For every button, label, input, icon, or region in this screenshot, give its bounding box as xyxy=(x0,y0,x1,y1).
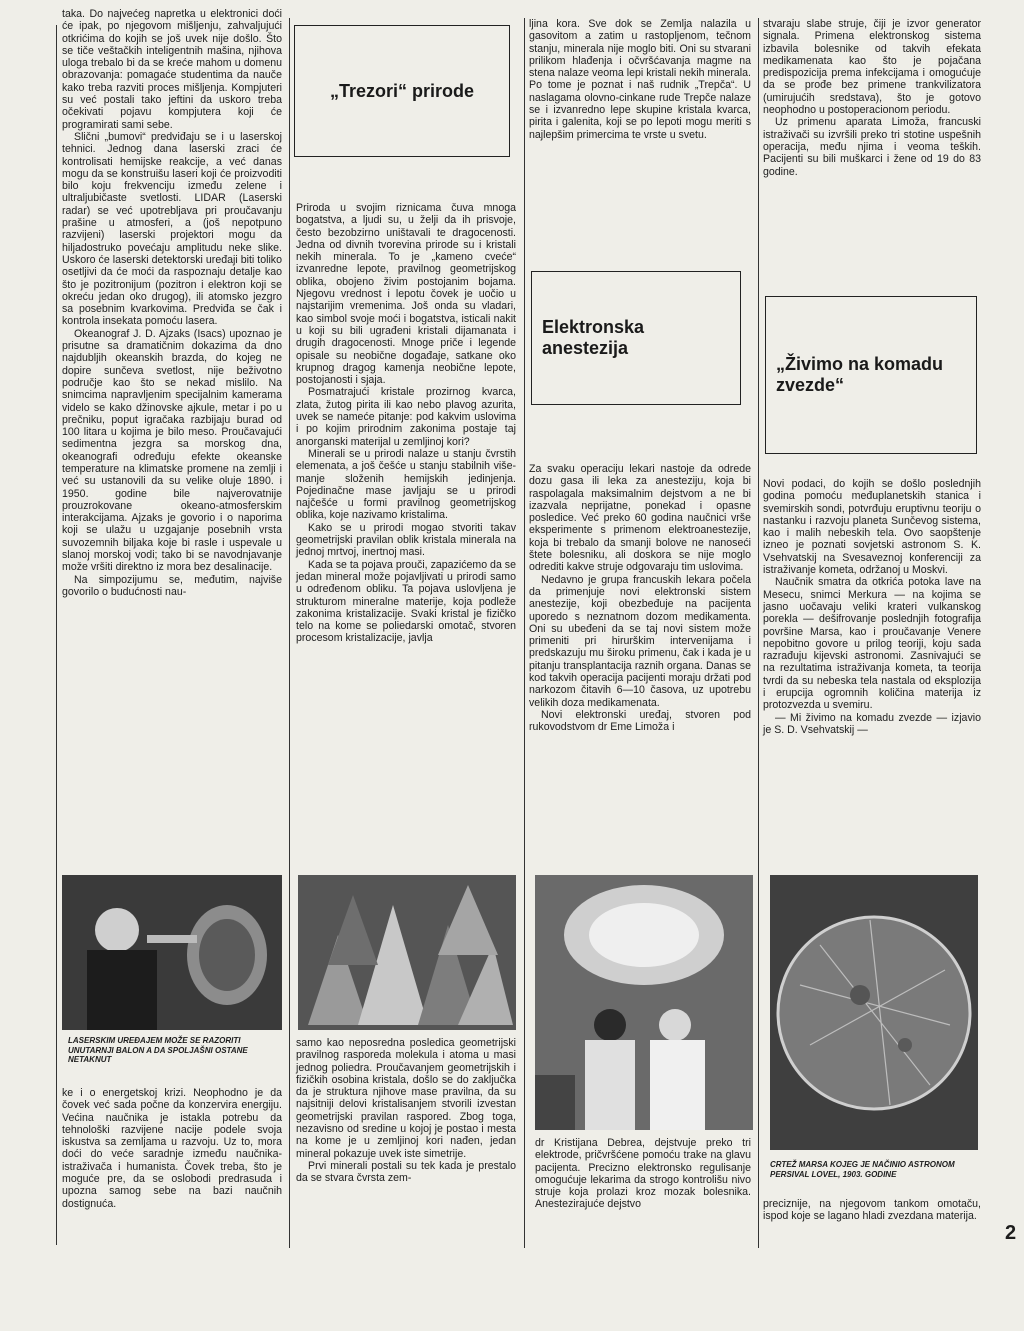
paragraph: dr Kristijana Debrea, dejstvuje preko tri elektrode, pričvršćene pomoću trake na glavu pacijenta. Precizno elektronsko regulisanje omogućuje lekarima da strogo kontrolišu nivo struje koja prolazi kroz mozak bolesnika. Anestezirajuće dejstvo xyxy=(535,1137,751,1211)
paragraph: Posmatrajući kristale prozirnog kvarca, zlata, žutog pirita ili kao nebo plavog azurita, uvek se nameće pitanje: pod kakvim uslovima i po kojim prirodnim zakonima postaje taj anorganski materijal u zemljinoj kori? xyxy=(296,386,516,448)
mars-drawing-image xyxy=(770,875,978,1150)
paragraph: preciznije, na njegovom tankom omotaču, ispod koje se lagano hladi zvezdana materija. xyxy=(763,1198,981,1223)
column-1b-text xyxy=(62,1087,282,1210)
headline-anestezija: Elektronska anestezija xyxy=(542,317,645,358)
paragraph: stvaraju slabe struje, čiji je izvor generator signala. Primena elektronskog sistema izbavila bolesnike od takvih efekata medikamenata kao što je pojačana predispozicija prema infekcijama i omogućuje da se prođe bez primene trankvilizatora (umirujućih sredstava), što je gotovo neophodno u postoperacionom periodu. xyxy=(763,18,981,117)
headline-zvezda: „Živimo na komadu zvezde“ xyxy=(776,354,944,395)
page-number: 2 xyxy=(1005,1222,1017,1244)
column-rule xyxy=(758,18,759,1248)
headline-box-anestezija xyxy=(531,271,741,405)
paragraph: Nedavno je grupa francuskih lekara počela da primenjuje novi elektronski sistem anestezije, koji obezbeđuje na pacijenta uporedo s neznatnom dozom medikamenta. Oni su ubeđeni da se taj novi sistem može primeniti pri hirurškim intervenijama i predskazuju mu široku primenu, čak i kada je u pitanju transplantacija raznih organa. Danas se kod takvih operacija pacijenti moraju držati pod narkozom čitavih 6—10 časova, uz upotrebu velikih doza medikamenata. xyxy=(529,573,751,709)
column-2-text xyxy=(296,202,516,645)
photo-caption-2: CRTEŽ MARSA KOJEG JE NAČINIO ASTRONOM PERSIVAL LOVEL, 1903. GODINE xyxy=(770,1160,955,1179)
left-edge-rule xyxy=(56,25,57,1245)
paragraph: Novi podaci, do kojih se došlo poslednjih godina pomoću međuplanetskih stanica i svemirskih sondi, potvrđuju eruptivnu teoriju o nastanku i razvoju planeta Sunčevog sistema, kao i malih nebeskih tela. Ovo saopštenje izneo je poznati sovjetski astronom S. K. Vsehvatskij na Svesaveznoj konferenciji za istraživanje kometa, održanoj u Moskvi. xyxy=(763,478,981,577)
paragraph: Priroda u svojim riznicama čuva mnoga bogatstva, a ljudi su, u želji da ih prisvoje, često bezobzirno uništavali te dragocenosti. Jedna od divnih tvorevina prirode su i kristali nekih minerala. To je „kameno cveće“ izvanredne lepote, pravilnog geometrijskog oblika, obojeno živim postojanim bojama. Njegovu vrednost i lepotu čovek je uočio u najstarijim vremenima. Još onda su vladari, kao simbol svoje moći i bogatstva, isticali nakit u koji su bili ugrađeni kristali dijamanata i drugih dragocenosti. Mnoge priče i legende opisale su neobične događaje, satkane oko krupnog dragog kamenja neobične lepote, postojanosti i sjaja. xyxy=(296,202,516,387)
column-4c-text xyxy=(763,1198,981,1223)
paragraph: Uz primenu aparata Limoža, francuski istraživači su izvršili preko tri stotine uspešnih operacija, među njima i veoma teških. Pacijenti su bili muškarci i žene od 19 do 83 godine. xyxy=(763,116,981,178)
paragraph: Kada se ta pojava prouči, zapazićemo da se jedan mineral može pojavljivati u prirodi samo u određenom obliku. Ta pojava uslovljena je strukturom mineralne materije, koja podleže zakonima kristalizacije. Svaki kristal je fizičko telo na kome se poliedarski omotač, stvoren procesom kristalizacije, javlja xyxy=(296,558,516,645)
column-2b-text xyxy=(296,1037,516,1185)
paragraph: taka. Do najvećeg napretka u elektronici doći će ipak, po njegovom mišljenju, zahvaljujući otkrićima do kojih se još uvek nije došlo. Što se tiče veštačkih inteligentnih mašina, njihova uloga trebalo bi da se kreće mahom u domenu obrazovanja: pomagaće studentima da nauče kako treba razviti proces mišljenja. Kompjuteri su već postali tako jeftini da uskoro treba očekivati pojavu kompjutera koji će programirati sami sebe. xyxy=(62,8,282,131)
paragraph: ljina kora. Sve dok se Zemlja nalazila u gasovitom a zatim u rastopljenom, tečnom stanju, minerala nije moglo biti. Oni su stvarani prilikom hlađenja i očvršćavanja magme na stena nalaze veoma lepi kristali nekih minerala. Po tome je poznat i naš rudnik „Trepča“. U naslagama olovno-cinkane rude Trepče nalaze se i izvanredno lepe skupine kristala kvarca, pirita i galenita, koji se po lepoti mogu meriti s najlepšim primercima te vrste u svetu. xyxy=(529,18,751,141)
paragraph: — Mi živimo na komadu zvezde — izjavio je S. D. Vsehvatskij — xyxy=(763,711,981,736)
headline-trezori: „Trezori“ prirode xyxy=(329,80,475,101)
crystal-photo xyxy=(298,875,516,1030)
headline-box-zvezda xyxy=(765,296,977,454)
paragraph: samo kao neposredna posledica geometrijski pravilnog rasporeda molekula i atoma u masi jednog poliedra. Proučavanjem geometrijskih i fizičkih osobina kristala, došlo se do zaključka da je struktura njihove mase pravilna, da su najsitniji delovi kristalisanjem stvorili izvestan geometrijski pravilan raspored. Zbog toga, nezavisno od sredine u kojoj je postao i mesta na kome je u zemljinoj kori nađen, jedan mineral pokazuje uvek iste simetrije. xyxy=(296,1037,516,1160)
surgery-photo xyxy=(535,875,753,1130)
paragraph: Na simpozijumu se, međutim, najviše govorilo o budućnosti nau- xyxy=(62,573,282,598)
column-1-text xyxy=(62,8,282,598)
paragraph: Novi elektronski uređaj, stvoren pod rukovodstvom dr Eme Limoža i xyxy=(529,708,751,734)
column-3b-text xyxy=(529,463,751,734)
paragraph: Minerali se u prirodi nalaze u stanju čvrstih elemenata, a još češće u stanju stabilnih više-manje složenih hemijskih jedinjenja. Pojedinačne mase javljaju se u prirodi najčešće u formi pravilnog geometrijskog oblika, koje nazivamo kristalima. xyxy=(296,447,516,522)
laser-photo-image xyxy=(62,875,282,1030)
headline-box-trezori xyxy=(294,25,510,157)
column-4-text xyxy=(763,18,981,178)
column-rule xyxy=(524,18,525,1248)
paragraph: Za svaku operaciju lekari nastoje da odrede dozu gasa ili leka za anesteziju, koja bi raspolagala maksimalnim dejstvom a ne bi izazvala neprijatne, ponekad i opasne posledice. Već preko 60 godina naučnici vrše eksperimente s primenom elektroanestezije, koja bi trebalo da smanji bolove ne nanoseći štete bolesniku, ali doskora se nije moglo odrediti kakve struje odgovaraju tim uslovima. xyxy=(529,463,751,574)
mars-drawing xyxy=(770,875,978,1150)
laser-photo xyxy=(62,875,282,1030)
photo-caption-1: LASERSKIM UREĐAJEM MOŽE SE RAZORITI UNUTARNJI BALON A DA SPOLJAŠNI OSTANE NETAKNUT xyxy=(68,1036,248,1064)
paragraph: Prvi minerali postali su tek kada je prestalo da se stvara čvrsta zem- xyxy=(296,1159,516,1185)
column-4b-text xyxy=(763,478,981,736)
paragraph: Kako se u prirodi mogao stvoriti takav geometrijski pravilan oblik kristala minerala na jednoj mrtvoj, inertnoj masi. xyxy=(296,521,516,559)
column-rule xyxy=(289,18,290,1248)
column-3-text xyxy=(529,18,751,141)
column-3c-text xyxy=(535,1137,751,1211)
paragraph: ke i o energetskoj krizi. Neophodno je da čovek već sada počne da konzervira energiju. Većina naučnika je istakla potrebu da tehnološki razvijene nacije podele svoja iskustva sa zemljama u razvoju. Uz to, mora doći do veće saradnje između naučnika-istraživača i humanista. Čovek treba, što je moguće pre, da se oslobodi predrasuda i upozna samog sebe na bazi naučnih dostignuća. xyxy=(62,1087,282,1210)
paragraph: Okeanograf J. D. Ajzaks (Isacs) upoznao je prisutne sa dramatičnim dokazima da dno najdubljih okeanskih brazda, do kojeg ne dopire sunčeva svetlost, nije beživotno područje kao što se nekad mislilo. Na snimcima napravljenim specijalnim kamerama videlo se kako džinovske ajkule, metar i po u prečniku, poput igračaka razbijaju burad od 100 litara u kojima je bilo meso. Proučavajući sedimentna jezgra sa morskog dna, okeanografi određuju efekte okeanske temperature na klimatske promene na zemlji i već su ustanovili da su velike oluje 1890. i 1950. godine bile najverovatnije prouzrokovane okeano-atmosferskim interakcijama. Ajzaks je govorio i o naporima koji se ulažu u uzgajanje posebnih vrsta suvozemnih biljaka koje bi rasle i uspevale u slanoj morskoj vodi; tako bi se navodnjavanje može vršiti direktno iz mora bez desalinacije. xyxy=(62,327,282,574)
crystal-photo-image xyxy=(298,875,516,1030)
paragraph: Slični „bumovi“ predviđaju se i u laserskoj tehnici. Jednog dana laserski zraci će kontrolisati hemijske reakcije, a već danas mogu da se konstruišu laseri koji će proizvoditi bilo koju frekvenciju između zelene i ultraljubičaste svetlosti. LIDAR (Laserski radar) se već upotrebljava pri proučavanju prašine u atmosferi, a (još nepotpuno razvijeni) laserski projektori mogu da hiljadostruko povećaju amplitudu neke slike. Uskoro će laserski detektorski uređaji biti toliko osetljivi da će moći da raspoznaju detalje kao što je pozitronijum (pozitron i elektron koji se okreću jedan oko drugog), ili atomsko jezgro sa posebnim kvarkovima. Predviđa se čak i kontrola insekata pomoću lasera. xyxy=(62,130,282,328)
surgery-photo-image xyxy=(535,875,753,1130)
paragraph: Naučnik smatra da otkrića potoka lave na Mesecu, snimci Merkura — na kojima se jasno uočavaju veliki krateri vulkanskog porekla — dešifrovanje poslednjih fotografija površine Marsa, kao i proučavanje Venere nepobitno govore u prilog teoriji, koju sada razrađuju kijevski astronomi. Zasnivajući se na rezultatima istraživanja kometa, ta teorija tvrdi da su nebeska tela nastala od eksplozija i erupcija ogromnih količina materija iz protozvezda u svemiru. xyxy=(763,576,981,712)
